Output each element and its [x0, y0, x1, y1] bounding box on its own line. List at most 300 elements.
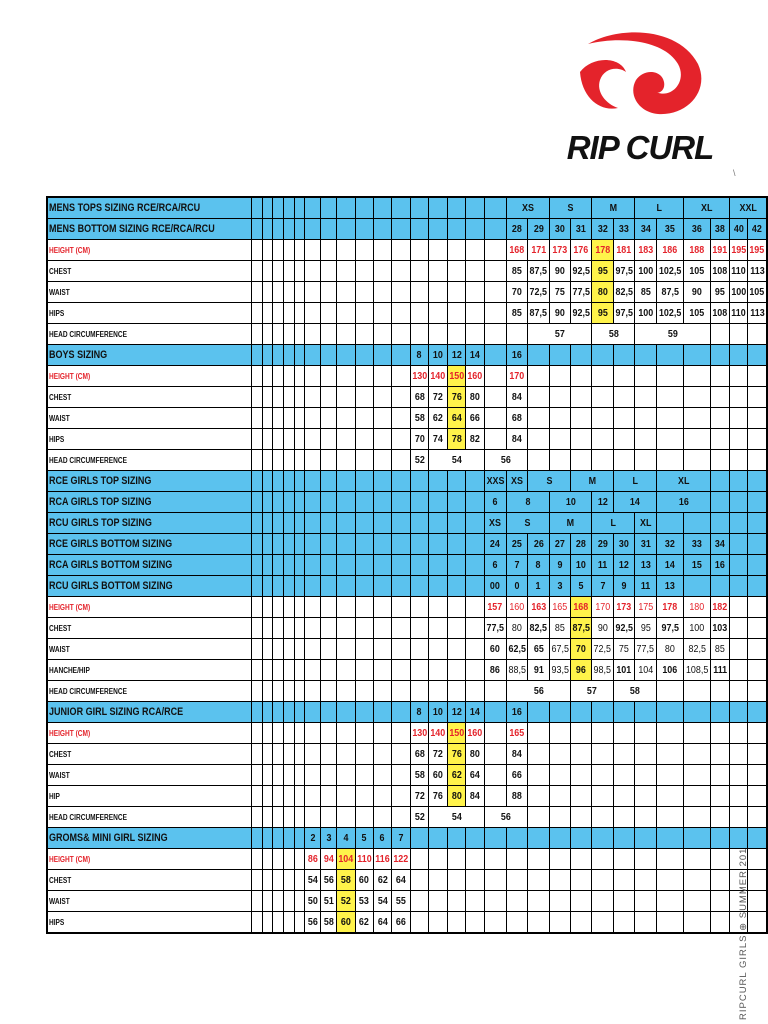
cell-value: 85 [640, 286, 651, 298]
cell-value: 97,5 [615, 307, 633, 319]
cell-value: 77,5 [486, 622, 504, 634]
table-cell [410, 807, 429, 828]
cell-value: 66 [469, 412, 480, 424]
empty-cell [273, 618, 284, 639]
empty-cell [711, 765, 730, 786]
section-header-row [47, 828, 767, 849]
table-cell [571, 660, 592, 681]
section-header-row [47, 219, 767, 240]
empty-cell [684, 576, 711, 597]
cell-value: 64 [395, 874, 406, 886]
empty-cell [294, 429, 305, 450]
cell-value: 97,5 [661, 622, 679, 634]
empty-cell [294, 681, 305, 702]
empty-cell [262, 324, 273, 345]
empty-cell [283, 723, 294, 744]
empty-cell [528, 408, 549, 429]
rip-curl-logo [560, 28, 720, 168]
empty-cell [729, 408, 748, 429]
empty-cell [355, 681, 373, 702]
empty-cell [592, 807, 613, 828]
empty-cell [305, 555, 321, 576]
cell-value: 113 [749, 265, 765, 277]
empty-cell [613, 408, 634, 429]
empty-cell [392, 492, 411, 513]
empty-cell [273, 639, 284, 660]
empty-cell [410, 471, 429, 492]
empty-cell [283, 744, 294, 765]
empty-cell [635, 450, 656, 471]
empty-cell [355, 282, 373, 303]
empty-cell [410, 681, 429, 702]
empty-cell [748, 765, 767, 786]
cell-value: 98,5 [594, 664, 612, 676]
empty-cell [355, 723, 373, 744]
empty-cell [283, 513, 294, 534]
cell-value: 77,5 [572, 286, 590, 298]
empty-cell [656, 870, 683, 891]
empty-cell [321, 219, 337, 240]
empty-cell [336, 324, 355, 345]
empty-cell [684, 702, 711, 723]
empty-cell [273, 765, 284, 786]
cell-value: 78 [451, 433, 462, 445]
table-cell [684, 303, 711, 324]
cell-value: 80 [451, 790, 462, 802]
table-cell [711, 597, 730, 618]
empty-cell [305, 282, 321, 303]
empty-cell [635, 786, 656, 807]
table-row [47, 786, 767, 807]
empty-cell [262, 366, 273, 387]
empty-cell [447, 240, 466, 261]
cell-value: 7 [600, 580, 606, 592]
empty-cell [571, 744, 592, 765]
empty-cell [262, 345, 273, 366]
cell-value: 160 [509, 601, 525, 613]
table-cell [466, 408, 485, 429]
cell-value: 1 [535, 580, 541, 592]
empty-cell [711, 471, 730, 492]
empty-cell [429, 576, 448, 597]
empty-cell [528, 387, 549, 408]
empty-cell [336, 513, 355, 534]
empty-cell [711, 576, 730, 597]
table-cell [506, 744, 527, 765]
empty-cell [355, 345, 373, 366]
empty-cell [262, 807, 273, 828]
cell-value: 76 [451, 391, 462, 403]
empty-cell [711, 870, 730, 891]
table-cell [711, 261, 730, 282]
cell-value: 56 [500, 454, 511, 466]
empty-cell [273, 681, 284, 702]
empty-cell [656, 744, 683, 765]
empty-cell [373, 765, 391, 786]
empty-cell [447, 282, 466, 303]
empty-cell [392, 366, 411, 387]
empty-cell [262, 828, 273, 849]
empty-cell [748, 681, 767, 702]
cell-value: 34 [640, 223, 651, 235]
section-header-row [47, 534, 767, 555]
empty-cell [294, 471, 305, 492]
cell-value: 30 [554, 223, 565, 235]
cell-value: 54 [377, 895, 388, 907]
cell-value: 87,5 [572, 622, 590, 634]
table-cell [392, 828, 411, 849]
section-title [47, 197, 252, 219]
cell-value: 165 [552, 601, 568, 613]
cell-value: 191 [712, 244, 728, 256]
table-cell [684, 660, 711, 681]
cell-value: 110 [731, 265, 746, 277]
table-cell [729, 197, 767, 219]
table-cell [592, 513, 635, 534]
empty-cell [711, 366, 730, 387]
table-cell [635, 597, 656, 618]
cell-value: 85 [715, 643, 726, 655]
table-row [47, 429, 767, 450]
cell-value: 10 [576, 559, 587, 571]
empty-cell [283, 429, 294, 450]
empty-cell [373, 303, 391, 324]
empty-cell [283, 828, 294, 849]
empty-cell [549, 408, 570, 429]
empty-cell [748, 723, 767, 744]
empty-cell [684, 912, 711, 934]
table-cell [506, 197, 549, 219]
empty-cell [355, 660, 373, 681]
empty-cell [321, 408, 337, 429]
cell-value: 95 [597, 265, 608, 277]
table-cell [635, 282, 656, 303]
cell-value: 100 [638, 307, 654, 319]
empty-cell [571, 387, 592, 408]
empty-cell [336, 408, 355, 429]
empty-cell [571, 891, 592, 912]
table-cell [635, 324, 711, 345]
table-cell [321, 912, 337, 934]
empty-cell [447, 681, 466, 702]
section-header-row [47, 345, 767, 366]
table-row [47, 681, 767, 702]
table-cell [656, 534, 683, 555]
empty-cell [466, 912, 485, 934]
table-cell [506, 681, 570, 702]
section-header-row [47, 702, 767, 723]
table-cell [729, 282, 748, 303]
cell-value: 195 [731, 244, 747, 256]
row-label-text: WAIST [49, 770, 70, 780]
empty-cell [748, 891, 767, 912]
table-cell [613, 240, 634, 261]
table-cell [321, 870, 337, 891]
table-row [47, 387, 767, 408]
table-cell [635, 660, 656, 681]
empty-cell [549, 702, 570, 723]
table-cell [506, 660, 527, 681]
table-cell [410, 723, 429, 744]
cell-value: 54 [451, 811, 462, 823]
row-label [47, 786, 252, 807]
table-cell [447, 744, 466, 765]
empty-cell [321, 513, 337, 534]
empty-cell [410, 303, 429, 324]
cell-value: 27 [554, 538, 565, 550]
empty-cell [373, 744, 391, 765]
empty-cell [355, 639, 373, 660]
empty-cell [262, 639, 273, 660]
empty-cell [321, 240, 337, 261]
table-cell [373, 828, 391, 849]
empty-cell [729, 681, 748, 702]
empty-cell [373, 387, 391, 408]
empty-cell [252, 303, 263, 324]
empty-cell [656, 912, 683, 934]
cell-value: XS [489, 517, 502, 529]
empty-cell [447, 471, 466, 492]
empty-cell [321, 324, 337, 345]
empty-cell [484, 681, 506, 702]
empty-cell [528, 891, 549, 912]
empty-cell [466, 639, 485, 660]
empty-cell [373, 324, 391, 345]
empty-cell [294, 912, 305, 934]
empty-cell [748, 345, 767, 366]
cell-value: 80 [664, 643, 675, 655]
cell-value: XXS [486, 475, 505, 487]
section-header-row [47, 513, 767, 534]
empty-cell [355, 576, 373, 597]
cell-value: 10 [565, 496, 576, 508]
cell-value: 76 [432, 790, 443, 802]
empty-cell [528, 723, 549, 744]
table-cell [410, 429, 429, 450]
empty-cell [613, 807, 634, 828]
empty-cell [684, 849, 711, 870]
empty-cell [336, 765, 355, 786]
empty-cell [294, 597, 305, 618]
cell-value: 87,5 [661, 286, 679, 298]
cell-value: 87,5 [529, 265, 548, 277]
cell-value: 93,5 [551, 664, 569, 676]
cell-value: 91 [533, 664, 544, 676]
cell-value: 72 [432, 391, 443, 403]
table-cell [355, 891, 373, 912]
empty-cell [273, 492, 284, 513]
cell-value: M [566, 517, 575, 529]
empty-cell [484, 786, 506, 807]
section-title [47, 576, 252, 597]
empty-cell [355, 240, 373, 261]
empty-cell [305, 471, 321, 492]
empty-cell [484, 828, 506, 849]
empty-cell [283, 303, 294, 324]
empty-cell [484, 345, 506, 366]
empty-cell [262, 681, 273, 702]
cell-value: 56 [323, 874, 334, 886]
empty-cell [321, 807, 337, 828]
empty-cell [252, 408, 263, 429]
table-cell [729, 303, 748, 324]
empty-cell [571, 870, 592, 891]
row-label-text: HIPS [49, 434, 65, 444]
cell-value: 31 [640, 538, 651, 550]
table-cell [447, 765, 466, 786]
table-cell [429, 408, 448, 429]
empty-cell [283, 492, 294, 513]
table-cell [506, 597, 527, 618]
empty-cell [294, 723, 305, 744]
table-cell [373, 849, 391, 870]
cell-value: 111 [713, 664, 728, 676]
corner-mark: \ [733, 168, 736, 178]
table-cell [613, 639, 634, 660]
empty-cell [336, 660, 355, 681]
table-cell [466, 366, 485, 387]
empty-cell [321, 681, 337, 702]
table-cell [484, 660, 506, 681]
empty-cell [283, 870, 294, 891]
empty-cell [748, 786, 767, 807]
empty-cell [447, 618, 466, 639]
empty-cell [592, 912, 613, 934]
table-cell [748, 219, 767, 240]
cell-value: 31 [576, 223, 587, 235]
table-cell [429, 807, 485, 828]
empty-cell [252, 828, 263, 849]
empty-cell [484, 324, 506, 345]
empty-cell [294, 828, 305, 849]
table-cell [506, 345, 527, 366]
table-cell [684, 261, 711, 282]
row-label-text: RCE GIRLS TOP SIZING [49, 475, 152, 487]
empty-cell [684, 345, 711, 366]
table-cell [484, 492, 506, 513]
empty-cell [283, 891, 294, 912]
empty-cell [252, 261, 263, 282]
cell-value: 72,5 [594, 643, 612, 655]
cell-value: 8 [535, 559, 541, 571]
empty-cell [273, 702, 284, 723]
table-cell [592, 261, 613, 282]
empty-cell [373, 555, 391, 576]
row-label-text: CHEST [49, 749, 72, 759]
table-cell [506, 513, 549, 534]
cell-value: 9 [621, 580, 627, 592]
table-cell [656, 597, 683, 618]
side-caption: RIPCURL GIRLS ⊕ SUMMER 201 [738, 847, 749, 1020]
table-cell [613, 576, 634, 597]
table-cell [484, 639, 506, 660]
row-label [47, 303, 252, 324]
empty-cell [273, 828, 284, 849]
empty-cell [571, 702, 592, 723]
empty-cell [635, 828, 656, 849]
empty-cell [321, 660, 337, 681]
empty-cell [729, 513, 748, 534]
empty-cell [283, 324, 294, 345]
empty-cell [392, 387, 411, 408]
table-cell [549, 261, 570, 282]
cell-value: M [588, 475, 596, 487]
empty-cell [592, 366, 613, 387]
cell-value: 92,5 [572, 307, 590, 319]
empty-cell [447, 534, 466, 555]
cell-value: 58 [629, 685, 640, 697]
empty-cell [283, 408, 294, 429]
empty-cell [262, 702, 273, 723]
table-cell [484, 597, 506, 618]
row-label [47, 261, 252, 282]
empty-cell [711, 513, 730, 534]
table-cell [484, 534, 506, 555]
empty-cell [373, 366, 391, 387]
table-cell [635, 261, 656, 282]
empty-cell [410, 240, 429, 261]
table-cell [506, 492, 549, 513]
empty-cell [336, 702, 355, 723]
empty-cell [484, 197, 506, 219]
table-cell [711, 618, 730, 639]
empty-cell [392, 450, 411, 471]
empty-cell [294, 891, 305, 912]
empty-cell [373, 345, 391, 366]
empty-cell [321, 639, 337, 660]
table-cell [528, 618, 549, 639]
table-cell [684, 618, 711, 639]
empty-cell [447, 912, 466, 934]
cell-value: 76 [451, 748, 462, 760]
empty-cell [684, 744, 711, 765]
empty-cell [283, 912, 294, 934]
cell-value: 180 [689, 601, 705, 613]
table-cell [410, 345, 429, 366]
table-cell [748, 303, 767, 324]
empty-cell [373, 534, 391, 555]
empty-cell [273, 324, 284, 345]
table-cell [613, 555, 634, 576]
empty-cell [528, 702, 549, 723]
empty-cell [252, 765, 263, 786]
table-cell [336, 870, 355, 891]
cell-value: 34 [715, 538, 726, 550]
empty-cell [429, 513, 448, 534]
table-cell [571, 261, 592, 282]
table-cell [429, 723, 448, 744]
empty-cell [294, 324, 305, 345]
empty-cell [321, 492, 337, 513]
table-cell [355, 912, 373, 934]
empty-cell [283, 576, 294, 597]
empty-cell [656, 765, 683, 786]
empty-cell [262, 723, 273, 744]
table-cell [656, 576, 683, 597]
table-row [47, 723, 767, 744]
empty-cell [262, 534, 273, 555]
cell-value: 12 [619, 559, 630, 571]
row-label-text: HANCHE/HIP [49, 665, 90, 675]
table-cell [373, 891, 391, 912]
cell-value: 0 [514, 580, 520, 592]
empty-cell [484, 849, 506, 870]
empty-cell [656, 807, 683, 828]
empty-cell [711, 345, 730, 366]
cell-value: 10 [432, 706, 443, 718]
empty-cell [484, 219, 506, 240]
empty-cell [729, 555, 748, 576]
